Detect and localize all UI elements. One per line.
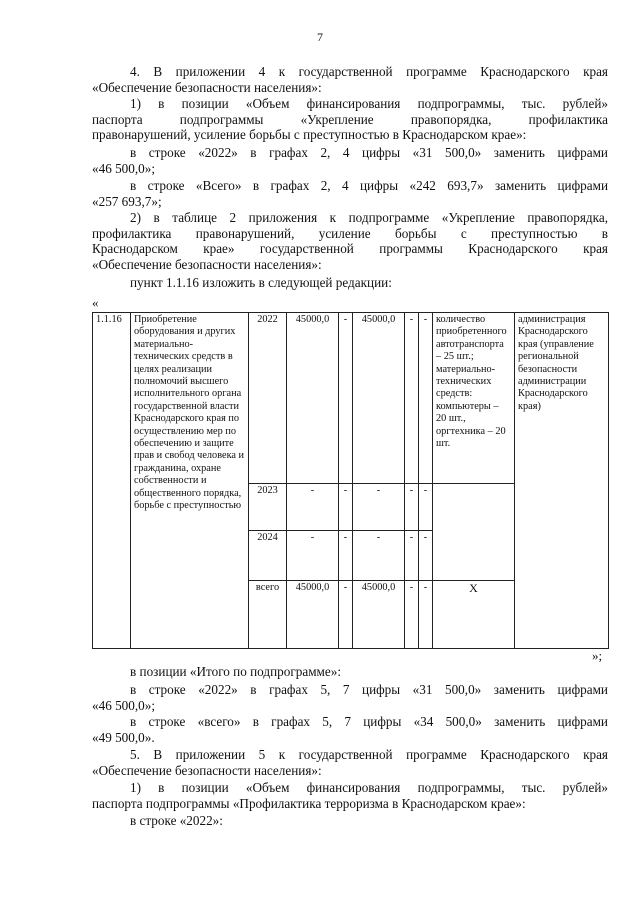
year-cell: 2024 [249, 531, 287, 581]
text-line: в строке «2022»: [130, 813, 223, 828]
text-line: профилактика правонарушений, усиление борьбы с преступностью в [92, 225, 608, 241]
year-cell: 2023 [249, 484, 287, 531]
federal-cell: - [339, 581, 353, 649]
total-cell: - [287, 531, 339, 581]
text-line: паспорта подпрограммы «Профилактика терроризма в Краснодарском крае»: [92, 795, 526, 811]
text-line: «46 500,0»; [92, 697, 156, 713]
text-line: в строке «2022» в графах 2, 4 цифры «31 500,0» заменить цифрами [130, 145, 608, 160]
total-cell: 45000,0 [287, 313, 339, 484]
item-number-cell: 1.1.16 [93, 313, 131, 649]
total-cell: - [287, 484, 339, 531]
other-cell: - [419, 581, 433, 649]
paragraph-subitem-1-b [92, 780, 608, 811]
text-line: «257 693,7»; [92, 193, 162, 209]
page-number: 7 [317, 30, 323, 44]
result-cell-empty [433, 484, 515, 581]
result-cell: количество приобретенного автотранспорта – 25 шт.; материально-технических средств: компьютеры – 20 шт., оргтехника – 20 шт. [433, 313, 515, 484]
text-line: «Обеспечение безопасности населения»: [92, 257, 322, 273]
local-cell: - [405, 581, 419, 649]
paragraph-subitem-2 [92, 210, 608, 273]
text-line: 1) в позиции «Объем финансирования подпрограммы, тыс. рублей» [130, 780, 608, 795]
paragraph-row-2022-b [92, 682, 608, 713]
regional-cell: - [353, 484, 405, 531]
text-line: паспорта подпрограммы «Укрепление правопорядка, профилактика [92, 111, 608, 127]
paragraph-subitem-1 [92, 96, 608, 143]
year-cell: всего [249, 581, 287, 649]
other-cell: - [419, 484, 433, 531]
federal-cell: - [339, 484, 353, 531]
year-cell: 2022 [249, 313, 287, 484]
text-line: «Обеспечение безопасности населения»: [92, 79, 322, 95]
local-cell: - [405, 313, 419, 484]
other-cell: - [419, 313, 433, 484]
opening-quote: « [92, 295, 99, 310]
regional-cell: - [353, 531, 405, 581]
description-cell: Приобретение оборудования и других материально-технических средств в целях реализации полномочий высшего исполнительного органа государственной власти Краснодарского края по осуществлению мер по обеспечению и защите прав и свобод человека и гражданина, охране собственности и общественного порядка, борьбе с преступностью [131, 313, 249, 649]
total-cell: 45000,0 [287, 581, 339, 649]
text-line: 1) в позиции «Объем финансирования подпрограммы, тыс. рублей» [130, 96, 608, 111]
text-line: «46 500,0»; [92, 160, 156, 176]
regional-cell: 45000,0 [353, 313, 405, 484]
text-line: пункт 1.1.16 изложить в следующей редакции: [130, 275, 392, 290]
text-line: в строке «2022» в графах 5, 7 цифры «31 500,0» заменить цифрами [130, 682, 608, 697]
local-cell: - [405, 484, 419, 531]
paragraph-row-total [92, 178, 608, 209]
paragraph-item-5 [92, 747, 608, 778]
paragraph-item-1-1-16 [92, 275, 608, 291]
paragraph-item-4 [92, 64, 608, 95]
other-cell: - [419, 531, 433, 581]
text-line: «Обеспечение безопасности населения»: [92, 762, 322, 778]
closing-quote: »; [592, 648, 603, 663]
total-mark-cell: X [433, 581, 515, 649]
text-line: правонарушений, усиление борьбы с преступностью в Краснодарском крае»: [92, 127, 527, 143]
text-line: в позиции «Итого по подпрограмме»: [130, 664, 342, 679]
program-table [92, 312, 609, 649]
text-line: в строке «всего» в графах 5, 7 цифры «34 500,0» заменить цифрами [130, 714, 608, 729]
text-line: 2) в таблице 2 приложения к подпрограмме «Укрепление правопорядка, [130, 210, 608, 225]
text-line: в строке «Всего» в графах 2, 4 цифры «242 693,7» заменить цифрами [130, 178, 608, 193]
text-line: «49 500,0». [92, 729, 155, 745]
paragraph-row-total-b [92, 714, 608, 745]
paragraph-row-2022 [92, 145, 608, 176]
text-line: 4. В приложении 4 к государственной программе Краснодарского края [130, 64, 608, 79]
regional-cell: 45000,0 [353, 581, 405, 649]
text-line: 5. В приложении 5 к государственной программе Краснодарского края [130, 747, 608, 762]
local-cell: - [405, 531, 419, 581]
executor-cell: администрация Краснодарского края (управление региональной безопасности администрации Краснодарского края) [515, 313, 609, 649]
paragraph-row-2022-c [92, 813, 608, 829]
paragraph-itogo [92, 664, 608, 680]
federal-cell: - [339, 313, 353, 484]
federal-cell: - [339, 531, 353, 581]
table-row [93, 313, 609, 484]
text-line: Краснодарском крае» государственной программы Краснодарского края [92, 241, 608, 257]
